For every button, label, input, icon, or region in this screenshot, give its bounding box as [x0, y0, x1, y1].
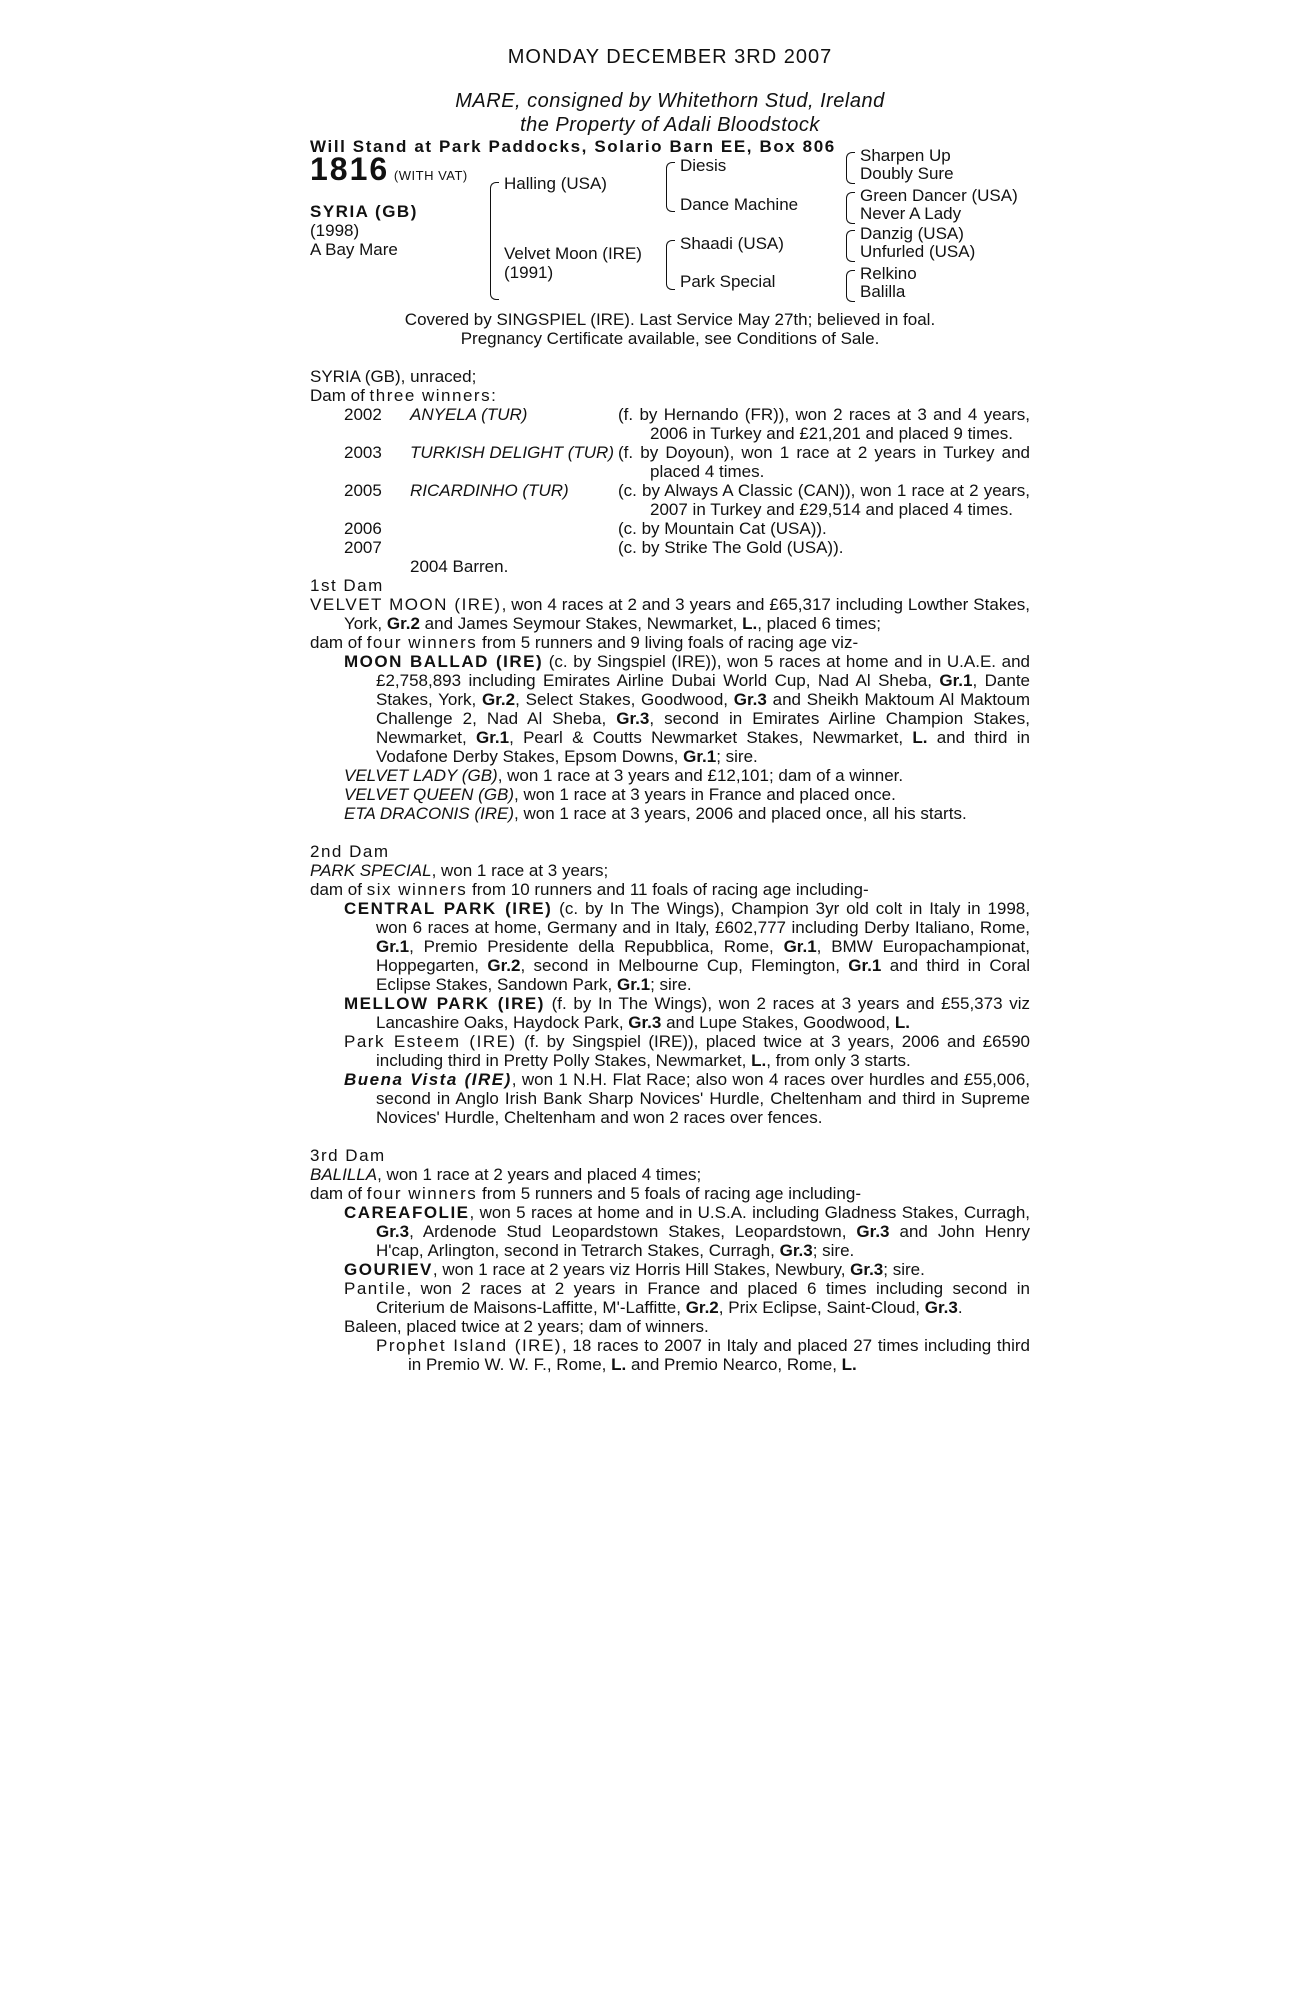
- progeny-description: (c. by Mountain Cat (USA)).: [618, 519, 827, 538]
- produce-entry: Buena Vista (IRE), won 1 N.H. Flat Race; also won 4 races over hurdles and £55,006, second in Anglo Irish Bank Sharp Novices' Hurdle, Cheltenham and third in Supreme Novices' Hurdle, Cheltenham and won 2 races over fences.: [344, 1070, 1030, 1127]
- progeny-description: (c. by Always A Classic (CAN)), won 1 race at 2 years, 2007 in Turkey and £29,514 and placed 4 times.: [618, 481, 1030, 519]
- progeny-year: 2005: [344, 481, 382, 500]
- ancestor-name: Green Dancer (USA): [860, 186, 1018, 205]
- produce-entry: Pantile, won 2 races at 2 years in France and placed 6 times including second in Criterium de Maisons-Laffitte, M'-Laffitte, Gr.2, Prix Eclipse, Saint-Cloud, Gr.3.: [344, 1279, 1030, 1317]
- dam-name: Velvet Moon (IRE): [504, 244, 642, 263]
- mare-intro: SYRIA (GB), unraced;: [310, 367, 477, 386]
- produce-entry: GOURIEV, won 1 race at 2 years viz Horris Hill Stakes, Newbury, Gr.3; sire.: [344, 1260, 925, 1279]
- progeny-year: 2006: [344, 519, 382, 538]
- produce-entry: VELVET LADY (GB), won 1 race at 3 years and £12,101; dam of a winner.: [344, 766, 904, 785]
- pedigree-brace: [666, 162, 675, 212]
- first-dam-heading: 1st Dam: [310, 576, 384, 595]
- produce-entry: CAREAFOLIE, won 5 races at home and in U.S.A. including Gladness Stakes, Curragh, Gr.3, Ardenode Stud Leopardstown Stakes, Leopardstown, Gr.3 and John Henry H'cap, Arlington, second in Tetrarch Stakes, Curragh, Gr.3; sire.: [344, 1203, 1030, 1260]
- horse-name: SYRIA (GB): [310, 202, 418, 221]
- progeny-description: (c. by Strike The Gold (USA)).: [618, 538, 844, 557]
- progeny-year: 2007: [344, 538, 382, 557]
- grandsire-name: Shaadi (USA): [680, 234, 784, 253]
- consignor-line: MARE, consigned by Whitethorn Stud, Ireland: [455, 90, 885, 112]
- horse-description: A Bay Mare: [310, 240, 398, 259]
- pedigree-brace: [846, 192, 855, 224]
- stand-location: Will Stand at Park Paddocks, Solario Barn EE, Box 806: [310, 137, 836, 156]
- progeny-list: [310, 405, 1030, 557]
- progeny-name: TURKISH DELIGHT (TUR): [410, 443, 614, 462]
- produce-entry: MOON BALLAD (IRE) (c. by Singspiel (IRE)), won 5 races at home and in U.A.E. and £2,758,893 including Emirates Airline Dubai World Cup, Nad Al Sheba, Gr.1, Dante Stakes, York, Gr.2, Select Stakes, Goodwood, Gr.3 and Sheikh Maktoum Al Maktoum Challenge 2, Nad Al Sheba, Gr.3, second in Emirates Airline Champion Stakes, Newmarket, Gr.1, Pearl & Coutts Newmarket Stakes, Newmarket, L. and third in Vodafone Derby Stakes, Epsom Downs, Gr.1; sire.: [344, 652, 1031, 766]
- pedigree-brace: [846, 270, 855, 302]
- progeny-name: [410, 519, 618, 538]
- first-dam-produce: dam of four winners from 5 runners and 9 living foals of racing age viz-: [310, 633, 859, 652]
- ancestor-name: Doubly Sure: [860, 164, 954, 183]
- covering-note: Covered by SINGSPIEL (IRE). Last Service May 27th; believed in foal.: [404, 310, 936, 329]
- pedigree-brace: [490, 182, 499, 300]
- progeny-year: 2003: [344, 443, 382, 462]
- progeny-name: ANYELA (TUR): [410, 405, 528, 424]
- pedigree-brace: [846, 152, 855, 184]
- pregnancy-note: Pregnancy Certificate available, see Conditions of Sale.: [460, 329, 880, 348]
- dam-year: (1991): [504, 263, 554, 282]
- third-dam-heading: 3rd Dam: [310, 1146, 386, 1165]
- second-dam-heading: 2nd Dam: [310, 842, 390, 861]
- third-dam-produce: dam of four winners from 5 runners and 5 foals of racing age including-: [310, 1184, 861, 1203]
- progeny-description: (f. by Doyoun), won 1 race at 2 years in Turkey and placed 4 times.: [618, 443, 1030, 481]
- sale-date: MONDAY DECEMBER 3RD 2007: [507, 46, 833, 68]
- ancestor-name: Sharpen Up: [860, 146, 951, 165]
- produce-entry: Prophet Island (IRE), 18 races to 2007 in Italy and placed 27 times including third in Premio W. W. F., Rome, L. and Premio Nearco, Rome, L.: [376, 1336, 1030, 1374]
- ancestor-name: Unfurled (USA): [860, 242, 976, 261]
- progeny-description: (f. by Hernando (FR)), won 2 races at 3 and 4 years, 2006 in Turkey and £21,201 and placed 9 times.: [618, 405, 1030, 443]
- second-dam-produce: dam of six winners from 10 runners and 11 foals of racing age including-: [310, 880, 869, 899]
- sire-name: Halling (USA): [504, 174, 607, 193]
- catalogue-page: [310, 48, 1030, 1374]
- first-dam-record: VELVET MOON (IRE), won 4 races at 2 and 3 years and £65,317 including Lowther Stakes, York, Gr.2 and James Seymour Stakes, Newmarket, L., placed 6 times;: [310, 595, 1030, 633]
- produce-entry: CENTRAL PARK (IRE) (c. by In The Wings), Champion 3yr old colt in Italy in 1998, won 6 races at home, Germany and in Italy, £602,777 including Derby Italiano, Rome, Gr.1, Premio Presidente della Repubblica, Rome, Gr.1, BMW Europachampionat, Hoppegarten, Gr.2, second in Melbourne Cup, Flemington, Gr.1 and third in Coral Eclipse Stakes, Sandown Park, Gr.1; sire.: [344, 899, 1030, 994]
- progeny-name: [410, 538, 618, 557]
- horse-year: (1998): [310, 221, 360, 240]
- granddam-name: Park Special: [680, 272, 776, 291]
- grandsire-name: Diesis: [680, 156, 727, 175]
- lot-number: 1816: [310, 151, 390, 187]
- ancestor-name: Never A Lady: [860, 204, 962, 223]
- ancestor-name: Danzig (USA): [860, 224, 964, 243]
- produce-entry: MELLOW PARK (IRE) (f. by In The Wings), won 2 races at 3 years and £55,373 viz Lancashire Oaks, Haydock Park, Gr.3 and Lupe Stakes, Goodwood, L.: [344, 994, 1030, 1032]
- progeny-year: 2002: [344, 405, 382, 424]
- vat-note: (WITH VAT): [393, 168, 468, 183]
- produce-entry: Baleen, placed twice at 2 years; dam of winners.: [344, 1317, 709, 1336]
- ancestor-name: Balilla: [860, 282, 906, 301]
- ancestor-name: Relkino: [860, 264, 917, 283]
- third-dam-record: BALILLA, won 1 race at 2 years and placed 4 times;: [310, 1165, 702, 1184]
- pedigree-brace: [846, 230, 855, 262]
- mare-dam-of: Dam of three winners:: [310, 386, 496, 405]
- barren-note: 2004 Barren.: [410, 557, 509, 576]
- pedigree-brace: [666, 240, 675, 290]
- produce-entry: VELVET QUEEN (GB), won 1 race at 3 years in France and placed once.: [344, 785, 896, 804]
- progeny-name: RICARDINHO (TUR): [410, 481, 569, 500]
- produce-entry: ETA DRACONIS (IRE), won 1 race at 3 years, 2006 and placed once, all his starts.: [344, 804, 967, 823]
- produce-entry: Park Esteem (IRE) (f. by Singspiel (IRE)), placed twice at 3 years, 2006 and £6590 including third in Pretty Polly Stakes, Newmarket, L., from only 3 starts.: [344, 1032, 1031, 1070]
- property-line: the Property of Adali Bloodstock: [520, 114, 820, 136]
- second-dam-record: PARK SPECIAL, won 1 race at 3 years;: [310, 861, 609, 880]
- granddam-name: Dance Machine: [680, 195, 799, 214]
